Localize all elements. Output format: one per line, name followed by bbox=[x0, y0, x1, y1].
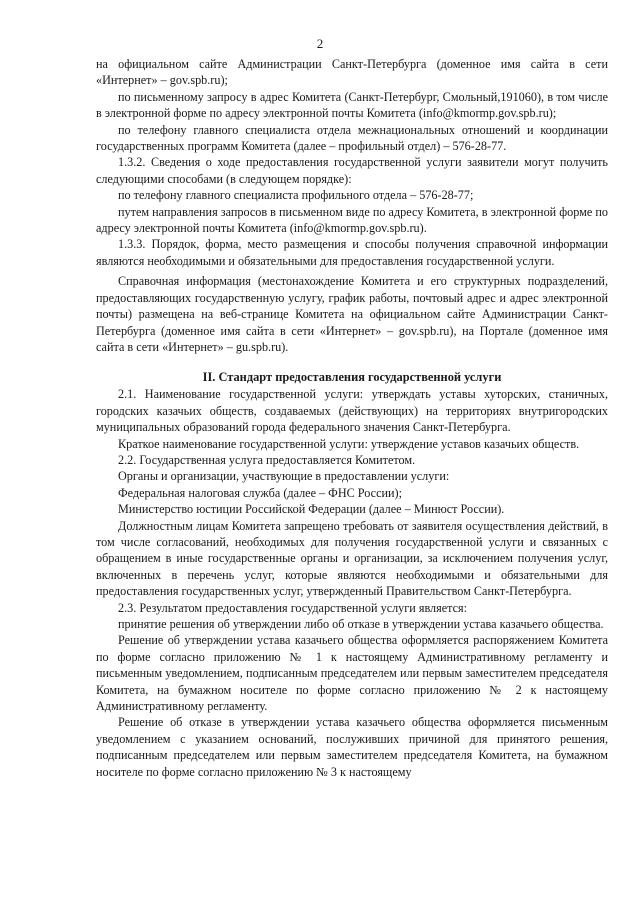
paragraph: на официальном сайте Администрации Санкт-Петербурга (доменное имя сайта в сети «Интернет» – gov.spb.ru); bbox=[96, 57, 608, 88]
paragraph: по телефону главного специалиста отдела межнациональных отношений и координации государственных программ Комитета (далее – профильный отдел) – 576-28-77. bbox=[96, 122, 608, 154]
paragraph: принятие решения об утверждении либо об отказе в утверждении устава казачьего общества. bbox=[118, 617, 604, 631]
paragraph: Должностным лицам Комитета запрещено требовать от заявителя осуществления действий, в том числе согласований, необходимых для получения государственной услуги и связанных с обращением в иные государственные органы и организации, за исключением получения услуг, включенных в перечень услуг, которые являются необходимыми и обязательными для предоставления государственных услуг, утвержденный Правительством Санкт-Петербурга. bbox=[96, 518, 608, 599]
paragraph: 1.3.3. Порядок, форма, место размещения и способы получения справочной информации являются необходимыми и обязательными для предоставления государственной услуги. bbox=[96, 237, 608, 268]
document-body bbox=[96, 56, 608, 780]
paragraph: путем направления запросов в письменном виде по адресу Комитета, в электронной форме по адресу электронной почты Комитета (info@kmormp.gov.spb.ru). bbox=[96, 204, 608, 236]
paragraph: 2.1. Наименование государственной услуги: утверждать уставы хуторских, станичных, городских казачьих обществ, создаваемых (действующих) на территориях внутригородских муниципальных образований города федерального значения Санкт-Петербурга. bbox=[96, 387, 608, 435]
paragraph: 1.3.2. Сведения о ходе предоставления государственной услуги заявители могут получить следующими способами (в следующем порядке): bbox=[96, 155, 608, 186]
paragraph: Федеральная налоговая служба (далее – ФНС России); bbox=[118, 485, 402, 500]
paragraph: Министерство юстиции Российской Федерации (далее – Минюст России). bbox=[118, 502, 505, 517]
paragraph: 2.3. Результатом предоставления государственной услуги является: bbox=[118, 600, 468, 615]
paragraph: по письменному запросу в адрес Комитета (Санкт-Петербург, Смольный,191060), в том числе в электронной форме по адресу электронной почты Комитета (info@kmormp.gov.spb.ru); bbox=[96, 89, 608, 121]
paragraph: по телефону главного специалиста профильного отдела – 576-28-77; bbox=[118, 188, 474, 203]
section-heading: II. Стандарт предоставления государственной услуги bbox=[202, 370, 502, 385]
paragraph: Краткое наименование государственной услуги: утверждение уставов казачьих обществ. bbox=[118, 436, 580, 451]
page-number: 2 bbox=[316, 36, 324, 51]
paragraph: Решение об отказе в утверждении устава казачьего общества оформляется письменным уведомлением с указанием оснований, послуживших причиной для принятого решения, подписанным председателем или первым заместителем председателя Комитета, на бумажном носителе по форме согласно приложению № 3 к настоящему bbox=[96, 715, 608, 779]
paragraph: 2.2. Государственная услуга предоставляется Комитетом. bbox=[118, 452, 416, 467]
paragraph: Органы и организации, участвующие в предоставлении услуги: bbox=[118, 469, 450, 484]
paragraph: Справочная информация (местонахождение Комитета и его структурных подразделений, предоставляющих государственную услугу, график работы, почтовый адрес и адрес электронной почты) размещена на веб-странице Комитета на официальном сайте Администрации Санкт-Петербурга (доменное имя сайта в сети «Интернет» – gov.spb.ru), на Портале (доменное имя сайта в сети «Интернет» – gu.spb.ru). bbox=[96, 274, 608, 354]
paragraph: Решение об утверждении устава казачьего общества оформляется распоряжением Комитета по форме согласно приложению № 1 к настоящему Административному регламенту и письменным уведомлением, подписанным председателем или первым заместителем председателя Комитета, на бумажном носителе по форме согласно приложению № 2 к настоящему Административному регламенту. bbox=[96, 633, 608, 714]
